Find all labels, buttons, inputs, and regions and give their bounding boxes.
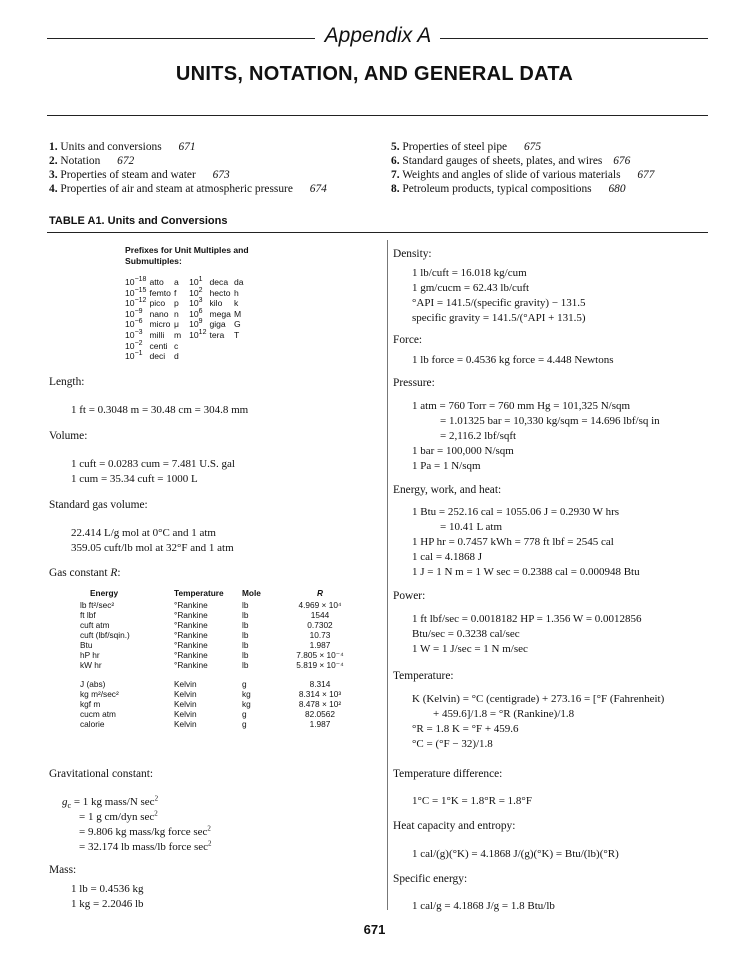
prefix-row: $10^{-2}$ centi c — [125, 339, 179, 351]
volume-heading: Volume: — [49, 430, 88, 442]
table-row: J (abs) Kelvin g 8.314 — [80, 679, 331, 689]
energy-equation: 1 HP hr = 0.7457 kWh = 778 ft lbf = 2545 cal — [412, 536, 614, 548]
power-equation: 1 W = 1 J/sec = 1 N m/sec — [412, 643, 528, 655]
prefix-row: $10^{-9}$ nano n $10^6$ mega M — [125, 307, 242, 319]
table-row: Btu °Rankine lb 1.987 — [80, 640, 331, 650]
table-row: ft lbf °Rankine lb 1544 — [80, 610, 330, 620]
contents-item: 4. Properties of air and steam at atmospheric pressure 674 — [49, 183, 327, 195]
temperature-equation: + 459.6]/1.8 = °R (Rankine)/1.8 — [433, 708, 575, 720]
energy-equation: 1 cal = 4.1868 J — [412, 551, 483, 563]
length-equation: 1 ft = 0.3048 m = 30.48 cm = 304.8 mm — [71, 404, 249, 416]
gas-constant-heading: Gas constant R: — [49, 567, 121, 579]
temperature-heading: Temperature: — [393, 670, 454, 682]
density-equation: specific gravity = 141.5/(°API + 131.5) — [412, 312, 586, 324]
pressure-equation: 1 bar = 100,000 N/sqm — [412, 445, 514, 457]
table-header-row: Energy Temperature Mole R — [90, 588, 323, 598]
table-row: calorie Kelvin g 1.987 — [80, 719, 331, 729]
pressure-equation: = 1.01325 bar = 10,330 kg/sqm = 14.696 lbf/sq in — [440, 415, 660, 427]
contents-right — [391, 140, 654, 196]
force-heading: Force: — [393, 334, 423, 346]
contents-item: 8. Petroleum products, typical compositions 680 — [391, 183, 626, 195]
temperature-equation: °C = (°F − 32)/1.8 — [412, 738, 493, 750]
appendix-label: Appendix A — [324, 24, 432, 47]
page-title: UNITS, NOTATION, AND GENERAL DATA — [175, 63, 574, 85]
pressure-equation: = 2,116.2 lbf/sqft — [440, 430, 517, 442]
mass-heading: Mass: — [49, 864, 77, 876]
header-rule-right — [440, 38, 708, 39]
table-gap — [80, 670, 360, 679]
contents-item: 3. Properties of steam and water 673 — [49, 169, 230, 181]
contents-item: 5. Properties of steel pipe 675 — [391, 141, 542, 153]
column-divider — [387, 240, 388, 910]
power-equation: Btu/sec = 0.3238 cal/sec — [412, 628, 520, 640]
force-equation: 1 lb force = 0.4536 kg force = 4.448 Newtons — [412, 354, 614, 366]
density-equation: 1 lb/cuft = 16.018 kg/cum — [412, 267, 527, 279]
prefix-row: $10^{-1}$ deci d — [125, 350, 179, 362]
prefix-row: $10^{-18}$ atto a $10^1$ deca da — [125, 276, 244, 287]
grav-equation: = 1 g cm/dyn $\sec^2$ — [79, 809, 158, 823]
std-gas-equation: 22.414 L/g mol at 0°C and 1 atm — [71, 527, 216, 539]
pressure-equation: 1 atm = 760 Torr = 760 mm Hg = 101,325 N/sqm — [412, 400, 631, 412]
length-heading: Length: — [49, 376, 85, 388]
energy-equation: 1 Btu = 252.16 cal = 1055.06 J = 0.2930 W hrs — [412, 506, 620, 518]
prefix-heading-line2: Submultiples: — [125, 256, 182, 266]
volume-equation: 1 cuft = 0.0283 cum = 7.481 U.S. gal — [71, 458, 235, 470]
temperature-equation: K (Kelvin) = °C (centigrade) + 273.16 = [°F (Fahrenheit) — [412, 693, 665, 705]
energy-heading: Energy, work, and heat: — [393, 484, 502, 496]
table-row: cucm atm Kelvin g 82.0562 — [80, 709, 335, 719]
mass-equation: 1 lb = 0.4536 kg — [71, 883, 144, 895]
prefix-heading — [125, 245, 249, 267]
page-number: 671 — [363, 922, 386, 937]
temperature-equation: °R = 1.8 K = °F + 459.6 — [412, 723, 519, 735]
density-equation: °API = 141.5/(specific gravity) − 131.5 — [412, 297, 586, 309]
temperature-difference-equation: 1°C = 1°K = 1.8°R = 1.8°F — [412, 795, 532, 807]
prefix-row: $10^{-3}$ milli m $10^{12}$ tera T — [125, 329, 240, 340]
table-row: cuft (lbf/sqin.) °Rankine lb 10.73 — [80, 630, 331, 640]
pressure-heading: Pressure: — [393, 377, 435, 389]
temperature-difference-heading: Temperature difference: — [393, 768, 503, 780]
table-rule — [47, 232, 708, 233]
grav-heading: Gravitational constant: — [49, 768, 154, 780]
contents-item: 1. Units and conversions 671 — [49, 141, 196, 153]
grav-equation: $g_c = 1$ kg mass/N $\sec^2$ — [62, 794, 159, 811]
contents-item: 6. Standard gauges of sheets, plates, and wires 676 — [391, 155, 631, 167]
energy-equation: = 10.41 L atm — [440, 521, 503, 533]
contents-left — [49, 140, 327, 196]
gas-constant-table — [80, 588, 360, 729]
title-rule — [47, 115, 708, 116]
volume-equation: 1 cum = 35.34 cuft = 1000 L — [71, 473, 198, 485]
grav-equation: = 32.174 lb mass/lb force $\sec^2$ — [79, 839, 212, 853]
power-equation: 1 ft lbf/sec = 0.0018182 HP = 1.356 W = 0.0012856 — [412, 613, 642, 625]
energy-equation: 1 J = 1 N m = 1 W sec = 0.2388 cal = 0.000948 Btu — [412, 566, 640, 578]
specific-energy-equation: 1 cal/g = 4.1868 J/g = 1.8 Btu/lb — [412, 900, 555, 912]
prefix-row: $10^{-15}$ femto f $10^2$ hecto h — [125, 286, 239, 298]
prefix-row: $10^{-12}$ pico p $10^3$ kilo k — [125, 297, 239, 309]
std-gas-heading: Standard gas volume: — [49, 499, 148, 511]
density-equation: 1 gm/cucm = 62.43 lb/cuft — [412, 282, 530, 294]
prefix-heading-line1: Prefixes for Unit Multiples and — [125, 245, 249, 255]
heat-capacity-heading: Heat capacity and entropy: — [393, 820, 516, 832]
table-row: kW hr °Rankine lb 5.819 × 10⁻⁴ — [80, 660, 344, 670]
heat-capacity-equation: 1 cal/(g)(°K) = 4.1868 J/(g)(°K) = Btu/(lb)(°R) — [412, 848, 619, 860]
table-row: hP hr °Rankine lb 7.805 × 10⁻⁴ — [80, 650, 344, 660]
contents-item: 7. Weights and angles of slide of various materials 677 — [391, 169, 655, 181]
table-row: kg m²/sec² Kelvin kg 8.314 × 10³ — [80, 689, 342, 699]
table-row: cuft atm °Rankine lb 0.7302 — [80, 620, 333, 630]
prefix-row: $10^{-6}$ micro μ $10^9$ giga G — [125, 318, 241, 330]
header-rule-left — [47, 38, 315, 39]
contents-item: 2. Notation 672 — [49, 155, 135, 167]
power-heading: Power: — [393, 590, 426, 602]
density-heading: Density: — [393, 248, 432, 260]
std-gas-equation: 359.05 cuft/lb mol at 32°F and 1 atm — [71, 542, 234, 554]
table-title: TABLE A1. Units and Conversions — [49, 215, 228, 227]
table-row: kgf m Kelvin kg 8.478 × 10² — [80, 699, 342, 709]
table-row: lb ft²/sec² °Rankine lb 4.969 × 10⁴ — [80, 600, 342, 610]
grav-equation: = 9.806 kg mass/kg force $\sec^2$ — [79, 824, 211, 838]
mass-equation: 1 kg = 2.2046 lb — [71, 898, 144, 910]
pressure-equation: 1 Pa = 1 N/sqm — [412, 460, 481, 472]
specific-energy-heading: Specific energy: — [393, 873, 468, 885]
prefix-table — [125, 277, 247, 362]
